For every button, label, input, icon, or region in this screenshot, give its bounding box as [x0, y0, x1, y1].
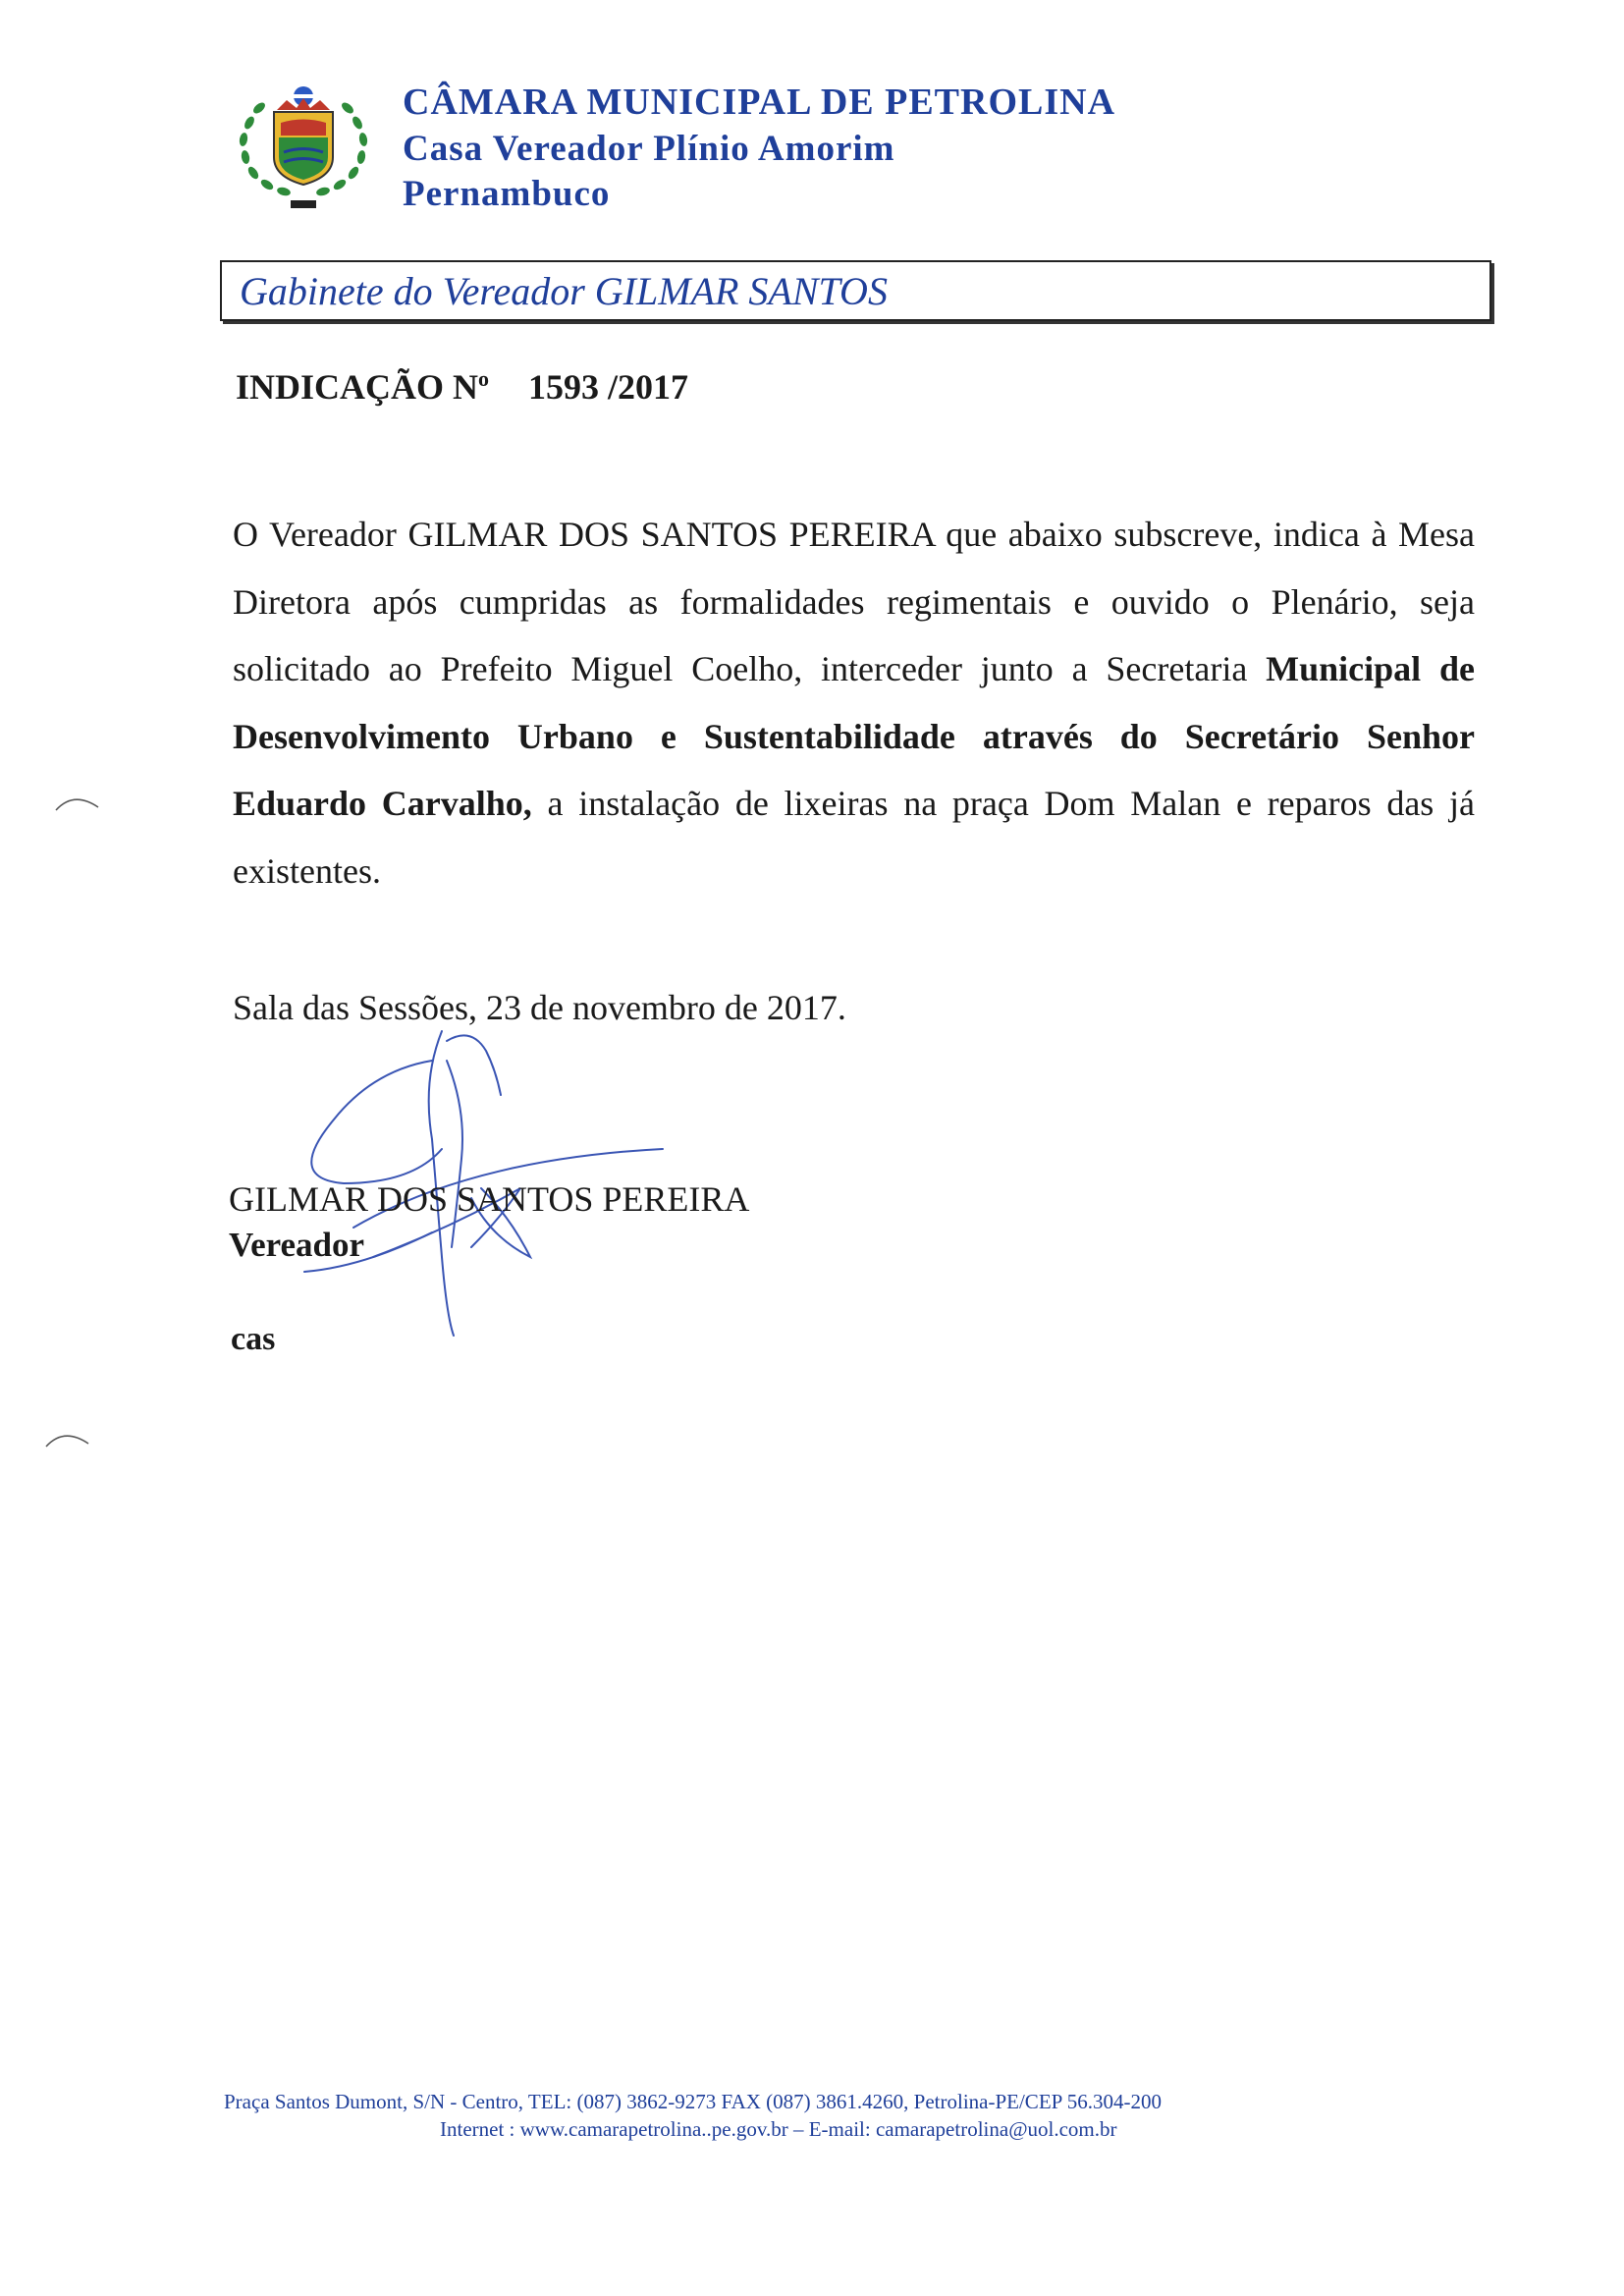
- indicacao-ordinal: o: [478, 366, 490, 391]
- punch-hole-mark-icon: [54, 786, 103, 815]
- gabinete-label: Gabinete do Vereador GILMAR SANTOS: [240, 269, 888, 313]
- indicacao-heading: [236, 366, 688, 408]
- header-subtitle: Casa Vereador Plínio Amorim: [403, 129, 895, 169]
- header-state: Pernambuco: [403, 174, 611, 214]
- coat-of-arms-logo: [230, 79, 377, 216]
- header-title: CÂMARA MUNICIPAL DE PETROLINA: [403, 82, 1116, 123]
- indicacao-number: 1593 /2017: [528, 367, 689, 407]
- signatory-role: Vereador: [229, 1226, 365, 1264]
- body-text-part1: O Vereador GILMAR DOS SANTOS PEREIRA que abaixo subscreve, indica à Mesa Diretora após cumpridas as formalidades regimentais e ouvido o Plenário, seja solicitado ao Prefeito Miguel Coelho, interceder junto a Secretaria: [233, 515, 1475, 688]
- body-text-bold: Municipal de Desenvolvimento Urbano e Sustentabilidade através do Secretário Senhor Eduardo Carvalho,: [233, 649, 1476, 823]
- body-text-part2: a instalação de lixeiras na praça Dom Malan e reparos das já existentes.: [233, 784, 1476, 891]
- footer-address: Praça Santos Dumont, S/N - Centro, TEL: (087) 3862-9273 FAX (087) 3861.4260, Petrolina-PE/CEP 56.304-200: [224, 2090, 1163, 2113]
- footer-contact: Internet : www.camarapetrolina..pe.gov.br – E-mail: camarapetrolina@uol.com.br: [440, 2117, 1117, 2141]
- gabinete-box: [220, 260, 1491, 321]
- typist-initials: cas: [231, 1321, 276, 1357]
- sala-das-sessoes: Sala das Sessões, 23 de novembro de 2017.: [233, 988, 846, 1027]
- body-paragraph: [233, 501, 1475, 904]
- punch-hole-mark-icon: [44, 1422, 93, 1451]
- indicacao-label: INDICAÇÃO N: [236, 367, 479, 407]
- signatory-name: GILMAR DOS SANTOS PEREIRA: [229, 1179, 750, 1219]
